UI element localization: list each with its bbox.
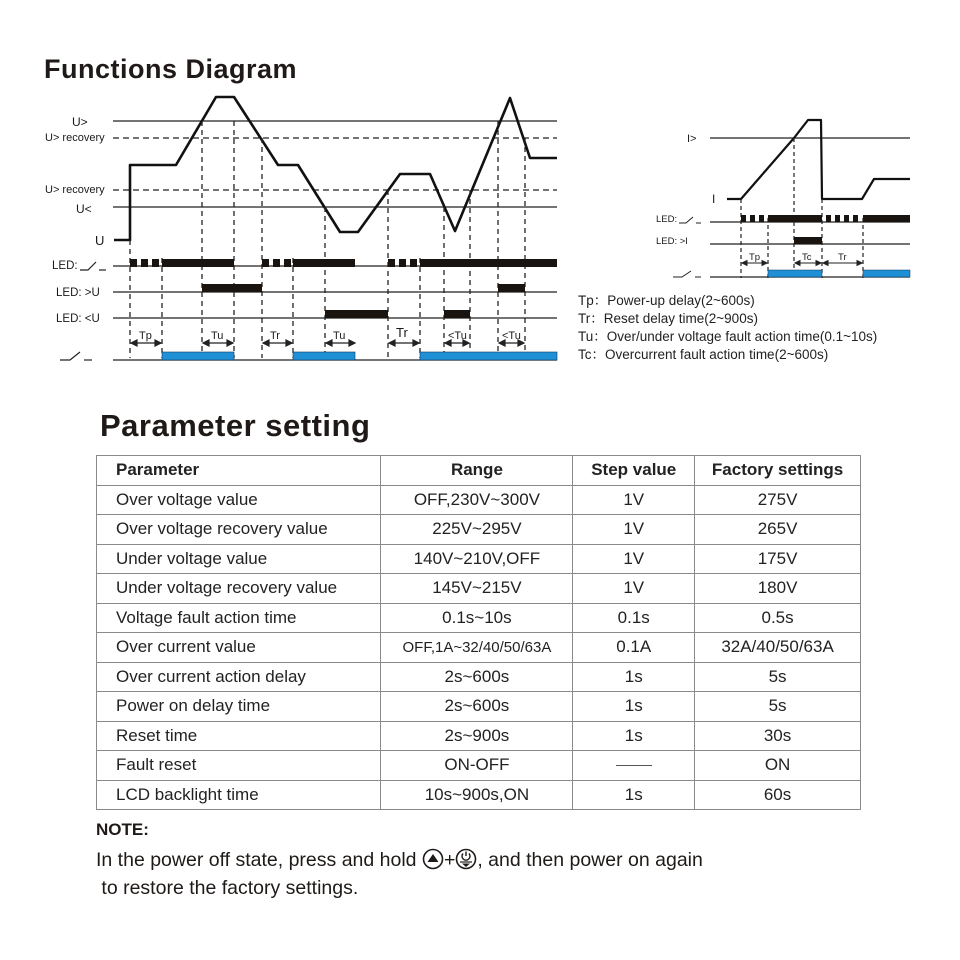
functions-diagram-title: Functions Diagram xyxy=(44,54,298,84)
cell-parameter: Under voltage value xyxy=(97,544,381,574)
note-text-after: , and then power on again xyxy=(477,849,703,871)
cell-range: 140V~210V,OFF xyxy=(381,544,573,574)
cell-step: 1V xyxy=(573,515,695,545)
interval-tr-2: Tr xyxy=(396,325,408,340)
cell-factory: ON xyxy=(695,751,861,781)
cell-range: 2s~600s xyxy=(381,692,573,722)
cell-factory: 175V xyxy=(695,544,861,574)
cell-range: ON-OFF xyxy=(381,751,573,781)
cell-step: 1s xyxy=(573,780,695,810)
table-row xyxy=(97,751,861,781)
label-led-over-current: LED: >I xyxy=(656,236,688,247)
cell-parameter: Voltage fault action time xyxy=(97,603,381,633)
legend-tr: Tr：Reset delay time(2~900s) xyxy=(578,311,758,326)
cell-range: 225V~295V xyxy=(381,515,573,545)
header-range: Range xyxy=(381,456,573,486)
table-row xyxy=(97,721,861,751)
cell-parameter: Over current value xyxy=(97,633,381,663)
table-header-row xyxy=(97,456,861,486)
note-text-before: In the power off state, press and hold xyxy=(96,849,422,871)
cell-parameter: Over current action delay xyxy=(97,662,381,692)
not-applicable-dash xyxy=(616,765,652,766)
label-led-over-voltage: LED: >U xyxy=(56,287,100,299)
interval-tr-current: Tr xyxy=(838,252,847,263)
note-plus: + xyxy=(443,849,456,871)
note-title: NOTE: xyxy=(96,820,149,839)
cell-step xyxy=(573,751,695,781)
relay-switch-icon-current xyxy=(673,271,701,277)
legend-tc: Tc：Overcurrent fault action time(2~600s) xyxy=(578,347,829,362)
cell-factory: 5s xyxy=(695,662,861,692)
cell-parameter: Fault reset xyxy=(97,751,381,781)
cell-parameter: Under voltage recovery value xyxy=(97,574,381,604)
table-row xyxy=(97,544,861,574)
cell-parameter: Reset time xyxy=(97,721,381,751)
label-over-voltage: U> xyxy=(72,115,88,129)
interval-less-tu-2: <Tu xyxy=(502,330,521,342)
cell-factory: 32A/40/50/63A xyxy=(695,633,861,663)
cell-factory: 180V xyxy=(695,574,861,604)
label-under-voltage-recovery: U> recovery xyxy=(45,184,105,196)
cell-range: 10s~900s,ON xyxy=(381,780,573,810)
label-current: I xyxy=(712,192,716,206)
table-row xyxy=(97,662,861,692)
label-over-current: I> xyxy=(687,133,697,145)
header-factory-settings: Factory settings xyxy=(695,456,861,486)
cell-step: 1V xyxy=(573,544,695,574)
note-text-line2: to restore the factory settings. xyxy=(96,877,359,899)
interval-tu: Tu xyxy=(211,330,224,342)
table-row xyxy=(97,633,861,663)
up-arrow-button-icon xyxy=(422,848,444,870)
cell-factory: 0.5s xyxy=(695,603,861,633)
table-row xyxy=(97,485,861,515)
note-body xyxy=(96,846,703,902)
interval-tp-current: Tp xyxy=(749,252,761,263)
interval-tr: Tr xyxy=(270,330,280,342)
cell-factory: 30s xyxy=(695,721,861,751)
cell-factory: 5s xyxy=(695,692,861,722)
cell-step: 1s xyxy=(573,662,695,692)
timing-legend xyxy=(578,292,877,364)
interval-less-tu: <Tu xyxy=(448,330,467,342)
cell-step: 0.1s xyxy=(573,603,695,633)
cell-step: 1V xyxy=(573,485,695,515)
cell-range: OFF,1A~32/40/50/63A xyxy=(381,633,573,663)
interval-tu-2: Tu xyxy=(333,330,346,342)
cell-range: 0.1s~10s xyxy=(381,603,573,633)
cell-step: 1V xyxy=(573,574,695,604)
cell-range: 2s~900s xyxy=(381,721,573,751)
cell-parameter: LCD backlight time xyxy=(97,780,381,810)
label-led-relay-current: LED: xyxy=(656,214,678,225)
interval-tp: Tp xyxy=(139,330,152,342)
label-under-voltage: U< xyxy=(76,202,92,216)
cell-parameter: Power on delay time xyxy=(97,692,381,722)
cell-parameter: Over voltage recovery value xyxy=(97,515,381,545)
legend-tu: Tu：Over/under voltage fault action time(0.1~10s) xyxy=(578,329,878,344)
cell-step: 0.1A xyxy=(573,633,695,663)
voltage-waveform xyxy=(114,97,557,240)
interval-tc: Tc xyxy=(802,252,812,263)
table-row xyxy=(97,692,861,722)
cell-parameter: Over voltage value xyxy=(97,485,381,515)
parameter-setting-title: Parameter setting xyxy=(100,408,371,443)
header-step-value: Step value xyxy=(573,456,695,486)
table-row xyxy=(97,780,861,810)
cell-range: OFF,230V~300V xyxy=(381,485,573,515)
cell-factory: 60s xyxy=(695,780,861,810)
table-row xyxy=(97,574,861,604)
table-row xyxy=(97,515,861,545)
cell-step: 1s xyxy=(573,692,695,722)
label-over-voltage-recovery: U> recovery xyxy=(45,132,105,144)
relay-switch-icon xyxy=(60,352,92,360)
label-voltage: U xyxy=(95,233,105,248)
parameter-table xyxy=(96,455,861,810)
current-timing-diagram xyxy=(640,100,930,280)
label-led-under-voltage: LED: <U xyxy=(56,313,100,325)
legend-tp: Tp：Power-up delay(2~600s) xyxy=(578,293,755,308)
cell-step: 1s xyxy=(573,721,695,751)
label-led-relay: LED: xyxy=(52,260,78,272)
cell-factory: 265V xyxy=(695,515,861,545)
header-parameter: Parameter xyxy=(97,456,381,486)
cell-range: 145V~215V xyxy=(381,574,573,604)
voltage-timing-diagram xyxy=(0,0,570,380)
current-waveform xyxy=(727,120,910,199)
power-down-button-icon xyxy=(455,848,477,870)
cell-factory: 275V xyxy=(695,485,861,515)
cell-range: 2s~600s xyxy=(381,662,573,692)
table-row xyxy=(97,603,861,633)
